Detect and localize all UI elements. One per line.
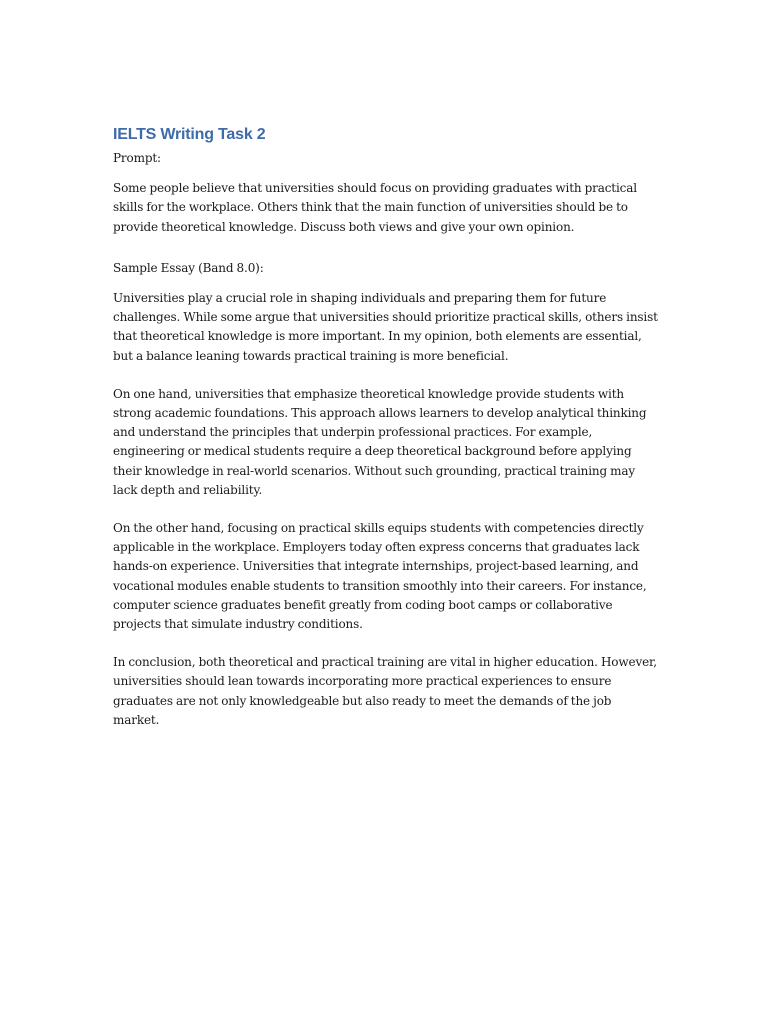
essay-paragraph-introduction: Universities play a crucial role in shaping individuals and preparing them for future challenges. While some argue that universities should prioritize practical skills, others insist that theoretical knowledge is more important. In my opinion, both elements are essential, but a balance leaning towards practical training is more beneficial. (113, 291, 658, 363)
essay-paragraph-practical: On the other hand, focusing on practical skills equips students with competencies directly applicable in the workplace. Employers today often express concerns that graduates lack hands-on experience. Universities that integrate internships, project-based learning, and vocational modules enable students to transition smoothly into their careers. For instance, computer science graduates benefit greatly from coding boot camps or collaborative projects that simulate industry conditions. (113, 521, 647, 632)
document-title: IELTS Writing Task 2 (113, 126, 266, 143)
essay-paragraph-conclusion: In conclusion, both theoretical and practical training are vital in higher education. However, universities should lean towards incorporating more practical experiences to ensure graduates are not only knowledgeable but also ready to meet the demands of the job market. (113, 655, 657, 727)
prompt-text: Some people believe that universities should focus on providing graduates with practical skills for the workplace. Others think that the main function of universities should be to provide theoretical knowledge. Discuss both views and give your own opinion. (113, 181, 637, 234)
sample-essay-label: Sample Essay (Band 8.0): (113, 260, 264, 275)
document-page (113, 124, 658, 730)
essay-paragraph-theoretical: On one hand, universities that emphasize theoretical knowledge provide students with strong academic foundations. This approach allows learners to develop analytical thinking and understand the principles that underpin professional practices. For example, engineering or medical students require a deep theoretical background before applying their knowledge in real-world scenarios. Without such grounding, practical training may lack depth and reliability. (113, 386, 647, 497)
prompt-label: Prompt: (113, 151, 161, 165)
